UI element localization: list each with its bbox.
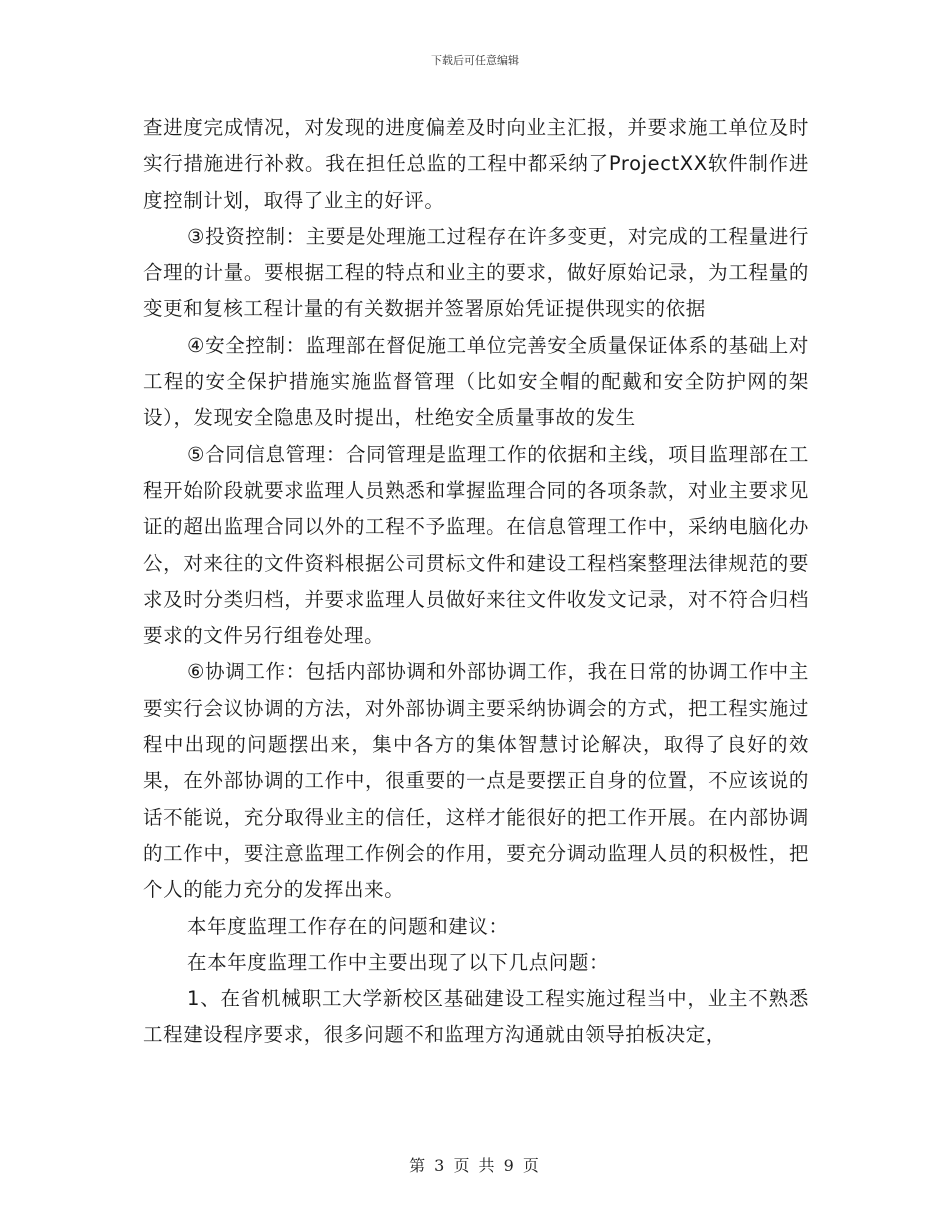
paragraph-3: ④安全控制：监理部在督促施工单位完善安全质量保证体系的基础上对工程的安全保护措施实施监督管理（比如安全帽的配戴和安全防护网的架设），发现安全隐患及时提出，杜绝安全质量事故的发生 (143, 333, 809, 430)
footer-middle: 页 共 (453, 1156, 497, 1175)
footer-total-pages: 9 (503, 1156, 516, 1175)
paragraph-4: ⑤合同信息管理：合同管理是监理工作的依据和主线，项目监理部在工程开始阶段就要求监理人员熟悉和掌握监理合同的各项条款，对业主要求见证的超出监理合同以外的工程不予监理。在信息管理工作中，采纳电脑化办公，对来往的文件资料根据公司贯标文件和建设工程档案整理法律规范的要求及时分类归档，并要求监理人员做好来往文件收发文记录，对不符合归档要求的文件另行组卷处理。 (143, 442, 809, 648)
header-note: 下载后可任意编辑 (431, 54, 519, 67)
paragraph-5: ⑥协调工作：包括内部协调和外部协调工作，我在日常的协调工作中主要实行会议协调的方法，对外部协调主要采纳协调会的方式，把工程实施过程中出现的问题摆出来，集中各方的集体智慧讨论解决，取得了良好的效果，在外部协调的工作中，很重要的一点是要摆正自身的位置，不应该说的话不能说，充分取得业主的信任，这样才能很好的把工作开展。在内部协调的工作中，要注意监理工作例会的作用，要充分调动监理人员的积极性，把个人的能力充分的发挥出来。 (143, 660, 809, 902)
paragraph-1: 查进度完成情况，对发现的进度偏差及时向业主汇报，并要求施工单位及时实行措施进行补救。我在担任总监的工程中都采纳了ProjectXX软件制作进度控制计划，取得了业主的好评。 (143, 116, 809, 212)
footer-prefix: 第 (409, 1156, 428, 1175)
document-body (143, 110, 809, 1054)
paragraph-2: ③投资控制：主要是处理施工过程存在许多变更，对完成的工程量进行合理的计量。要根据工程的特点和业主的要求，做好原始记录，为工程量的变更和复核工程计量的有关数据并签署原始凭证提供现实的依据 (143, 224, 809, 321)
paragraph-6: 本年度监理工作存在的问题和建议： (187, 914, 509, 938)
page-footer (0, 1155, 950, 1177)
footer-suffix: 页 (522, 1156, 541, 1175)
paragraph-8: 1、在省机械职工大学新校区基础建设工程实施过程当中，业主不熟悉工程建设程序要求，很多问题不和监理方沟通就由领导拍板决定， (143, 987, 809, 1047)
paragraph-7: 在本年度监理工作中主要出现了以下几点问题： (187, 950, 610, 974)
footer-current-page: 3 (434, 1156, 447, 1175)
page-header (0, 53, 950, 69)
